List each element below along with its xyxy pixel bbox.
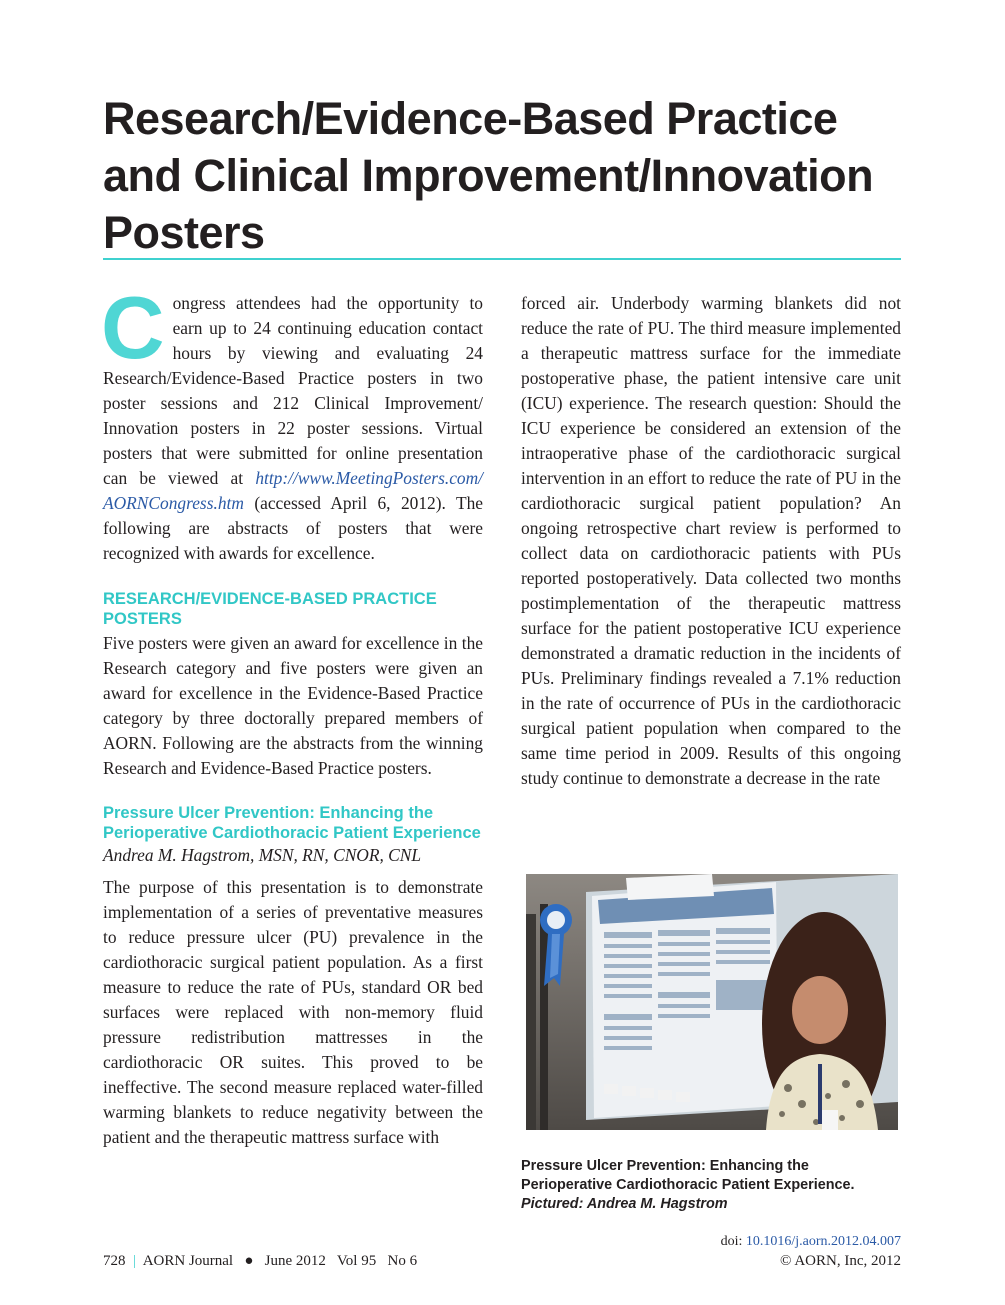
abstract-paragraph-right: forced air. Underbody warming blankets did not reduce the rate of PU. The third measure implemented a therapeutic mattress surface for the immediate postoperative phase, the patient intensive care unit (ICU) experience. The research question: Should the ICU experience be considered an extension of the intraoperative phase of the cardiothoracic surgical intervention in an effort to reduce the rate of PU in the cardiothoracic surgical patient population? An ongoing retrospective chart review is performed to collect data on cardiothoracic patients with PUs reported postoperatively. Data collected two months postimplementation of the therapeutic mattress surface for the patient postoperative ICU experience demonstrated a dramatic reduction in the incidents of PUs. Preliminary findings revealed a 7.1% reduction in the rate of occurrence of PUs in the cardiothoracic surgical patient population when compared to the same time period in 2009. Results of this ongoing study continue to demonstrate a decrease in the rate: [521, 293, 901, 788]
issue-date: June 2012: [264, 1253, 326, 1269]
issue-number: No 6: [387, 1253, 418, 1269]
abstract-paragraph-left: The purpose of this presentation is to demonstrate implementation of a series of preventative measures to reduce pressure ulcer (PU) prevalence in the cardiothoracic surgical patient population. As a first measure to reduce the rate of PUs, standard OR bed surfaces were replaced with non-memory fluid pressure redistribution mattresses in the cardiothoracic OR suites. This proved to be ineffective. The second measure replaced water-filled warming blankets to reduce negativity between the patient and the therapeutic mattress surface with: [103, 877, 483, 1147]
article-title: Research/Evidence-Based Practice and Clinical Improvement/Innovation Posters: [103, 93, 874, 258]
left-column: [101, 278, 483, 1150]
doi-line: [721, 1233, 901, 1251]
drop-cap: C: [101, 278, 165, 377]
intro-paragraph: [101, 278, 483, 566]
footer-divider: |: [125, 1253, 143, 1269]
caption-pictured: Pictured: Andrea M. Hagstrom: [521, 1196, 728, 1212]
meetingposters-link[interactable]: http://www.MeetingPosters.com/ AORNCongress.htm: [103, 468, 483, 513]
page-footer: [103, 1252, 417, 1270]
figure-caption: [521, 1157, 901, 1214]
copyright: © AORN, Inc, 2012: [780, 1253, 901, 1269]
poster-author: Andrea M. Hagstrom, MSN, RN, CNOR, CNL: [103, 845, 422, 865]
caption-text: Pressure Ulcer Prevention: Enhancing the Perioperative Cardiothoracic Patient Experience.: [521, 1158, 855, 1193]
section-heading: RESEARCH/EVIDENCE-BASED PRACTICE POSTERS: [103, 590, 437, 628]
volume: Vol 95: [336, 1253, 377, 1269]
section-paragraph: Five posters were given an award for excellence in the Research category and five posters were given an award for excellence in the Evidence-Based Practice category by three doctorally prepared members of AORN. Following are the abstracts from the winning Research and Evidence-Based Practice posters.: [103, 633, 483, 778]
right-column: [521, 291, 901, 791]
journal-name: AORN Journal: [142, 1253, 234, 1269]
intro-text-1: ongress attendees had the opportunity to earn up to 24 continuing education contact hours by viewing and evaluating 24 Research/Evidence-Based Practice posters in two poster sessions and 212 Clinical Improvement/ Innovation posters in 22 poster sessions. Virtual posters that were submitted for online presentation can be viewed at: [103, 293, 483, 488]
doi-link[interactable]: 10.1016/j.aorn.2012.04.007: [745, 1234, 901, 1249]
page-number: 728: [103, 1253, 126, 1269]
footer-bullet: ●: [233, 1253, 265, 1269]
poster-title: Pressure Ulcer Prevention: Enhancing the Perioperative Cardiothoracic Patient Experience: [103, 804, 481, 842]
intro-text-2: (accessed April 6, 2012). The following are abstracts of posters that were recognized with awards for excellence.: [103, 493, 483, 563]
title-rule: [103, 258, 901, 260]
doi-label: doi:: [720, 1234, 746, 1249]
poster-photo: [526, 874, 898, 1130]
